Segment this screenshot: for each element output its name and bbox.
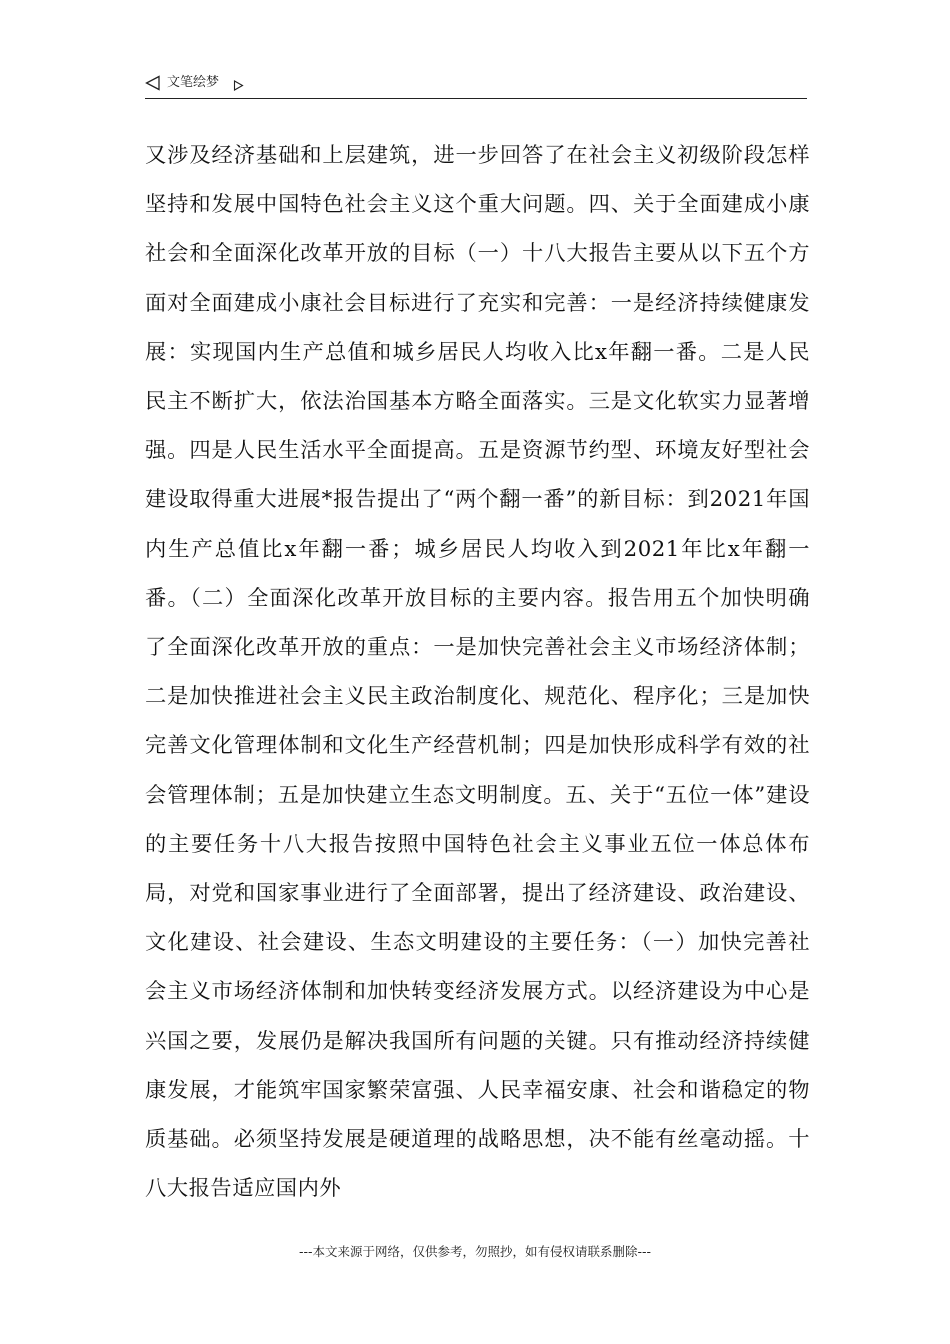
footer-disclaimer: ---本文来源于网络，仅供参考，勿照抄，如有侵权请联系删除--- — [298, 1244, 652, 1259]
page-header — [145, 72, 807, 99]
document-body-text: 又涉及经济基础和上层建筑，进一步回答了在社会主义初级阶段怎样坚持和发展中国特色社会主义这个重大问题。四、关于全面建成小康社会和全面深化改革开放的目标（一）十八大报告主要从以下五个方面对全面建成小康社会目标进行了充实和完善：一是经济持续健康发展：实现国内生产总值和城乡居民人均收入比x年翻一番。二是人民民主不断扩大，依法治国基本方略全面落实。三是文化软实力显著增强。四是人民生活水平全面提高。五是资源节约型、环境友好型社会建设取得重大进展*报告提出了“两个翻一番”的新目标：到2021年国内生产总值比x年翻一番；城乡居民人均收入到2021年比x年翻一番。（二）全面深化改革开放目标的主要内容。报告用五个加快明确了全面深化改革开放的重点：一是加快完善社会主义市场经济体制；二是加快推进社会主义民主政治制度化、规范化、程序化；三是加快完善文化管理体制和文化生产经营机制；四是加快形成科学有效的社会管理体制；五是加快建立生态文明制度。五、关于“五位一体”建设的主要任务十八大报告按照中国特色社会主义事业五位一体总体布局，对党和国家事业进行了全面部署，提出了经济建设、政治建设、文化建设、社会建设、生态文明建设的主要任务：（一）加快完善社会主义市场经济体制和加快转变经济发展方式。以经济建设为中心是兴国之要，发展仍是解决我国所有问题的关键。只有推动经济持续健康发展，才能筑牢国家繁荣富强、人民幸福安康、社会和谐稳定的物质基础。必须坚持发展是硬道理的战略思想，决不能有丝毫动摇。十八大报告适应国内外 — [145, 143, 810, 1202]
triangle-left-outline-icon — [145, 75, 161, 91]
triangle-right-outline-icon — [233, 76, 244, 87]
header-title: 文笔绘梦 — [167, 75, 220, 90]
